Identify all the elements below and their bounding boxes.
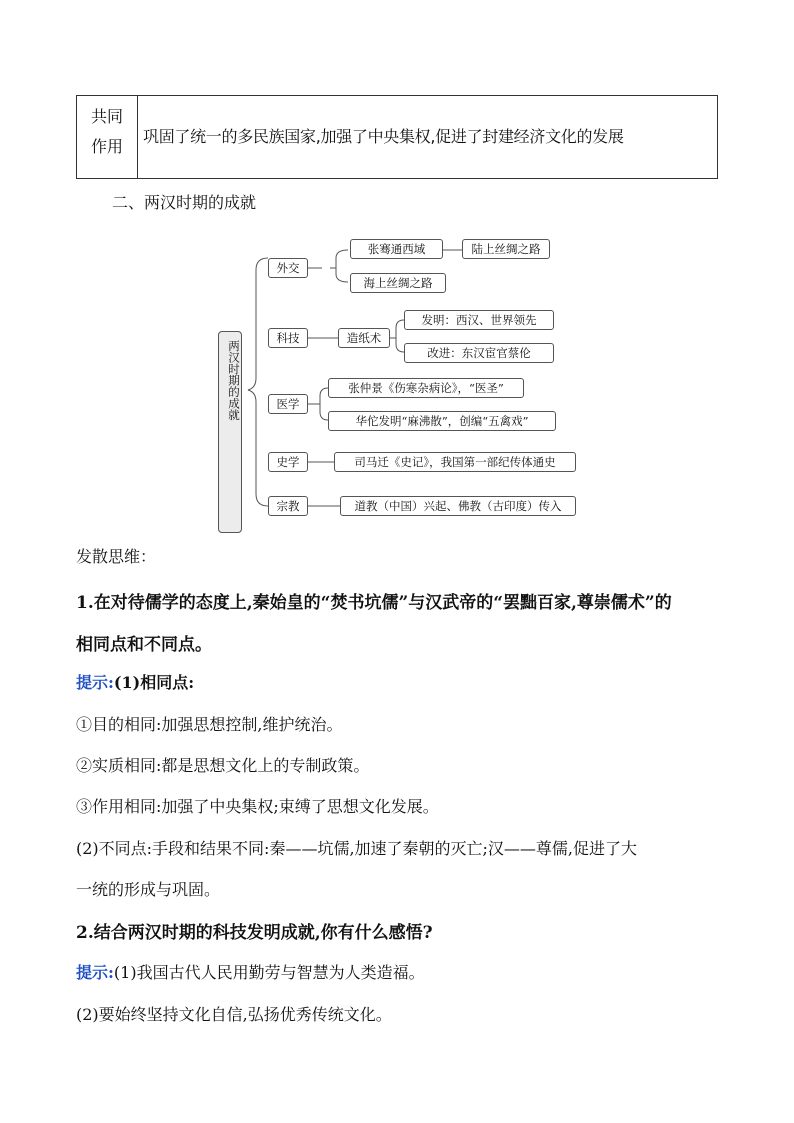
node-zhangzhongjing: 张仲景《伤寒杂病论》，“医圣” [328, 378, 524, 398]
section-title: 二、两汉时期的成就 [112, 193, 257, 212]
root-brace [248, 258, 268, 506]
brace-yixue [320, 388, 328, 420]
divergent-thinking-label: 发散思维： [76, 547, 157, 566]
node-haishang: 海上丝绸之路 [350, 273, 446, 293]
question-1-hint [76, 670, 194, 693]
node-huatuo: 华佗发明“麻沸散”，创编“五禽戏” [328, 411, 556, 431]
table-header-line2: 作用 [90, 137, 123, 156]
answer-1-point-4-line2: 一统的形成与巩固。 [76, 880, 221, 899]
brace-zaozhi [396, 320, 404, 352]
table-divider [137, 96, 138, 178]
question-2: 2.结合两汉时期的科技发明成就,你有什么感悟? [76, 923, 433, 943]
hint-text: (1)我国古代人民用勤劳与智慧为人类造福。 [113, 963, 425, 982]
brace-waijiao [336, 250, 348, 282]
node-zhangqian: 张骞通西域 [350, 239, 443, 259]
node-simaqian: 司马迁《史记》，我国第一部纪传体通史 [334, 452, 576, 472]
table-header-cell [77, 102, 137, 162]
answer-2-point-2: (2)要始终坚持文化自信,弘扬优秀传统文化。 [76, 1005, 392, 1024]
node-lushang: 陆上丝绸之路 [462, 239, 550, 259]
answer-1-point-4-line1: (2)不同点:手段和结果不同:秦——坑儒,加速了秦朝的灭亡;汉——尊儒,促进了大 [76, 839, 638, 858]
table-content-cell: 巩固了统一的多民族国家,加强了中央集权,促进了封建经济文化的发展 [143, 127, 624, 146]
node-yixue: 医学 [268, 394, 308, 414]
hint-label: 提示: [76, 673, 114, 692]
node-gaijin: 改进：东汉宦官蔡伦 [404, 343, 554, 363]
node-faming: 发明：西汉、世界领先 [404, 310, 554, 330]
node-daojiao: 道教（中国）兴起、佛教（古印度）传入 [340, 496, 576, 516]
mind-map [210, 228, 590, 528]
answer-1-point-2: ②实质相同:都是思想文化上的专制政策。 [76, 756, 370, 775]
node-keji: 科技 [268, 328, 308, 348]
node-shixue: 史学 [268, 452, 308, 472]
node-zongjiao: 宗教 [268, 496, 308, 516]
node-zaozhi: 造纸术 [338, 328, 390, 348]
root-label: 两汉时期的成就 [227, 340, 241, 421]
question-1-line1: 1.在对待儒学的态度上,秦始皇的“焚书坑儒”与汉武帝的“罢黜百家,尊崇儒术”的 [76, 593, 672, 613]
hint-text: (1)相同点: [113, 673, 195, 692]
summary-table [76, 95, 718, 179]
table-header-line1: 共同 [90, 107, 123, 126]
mind-map-root [218, 331, 242, 533]
hint-label: 提示: [76, 963, 114, 982]
answer-1-point-3: ③作用相同:加强了中央集权;束缚了思想文化发展。 [76, 797, 439, 816]
answer-1-point-1: ①目的相同:加强思想控制,维护统治。 [76, 715, 343, 734]
question-1-line2: 相同点和不同点。 [76, 635, 212, 655]
question-2-hint [76, 960, 425, 983]
node-waijiao: 外交 [268, 258, 308, 278]
